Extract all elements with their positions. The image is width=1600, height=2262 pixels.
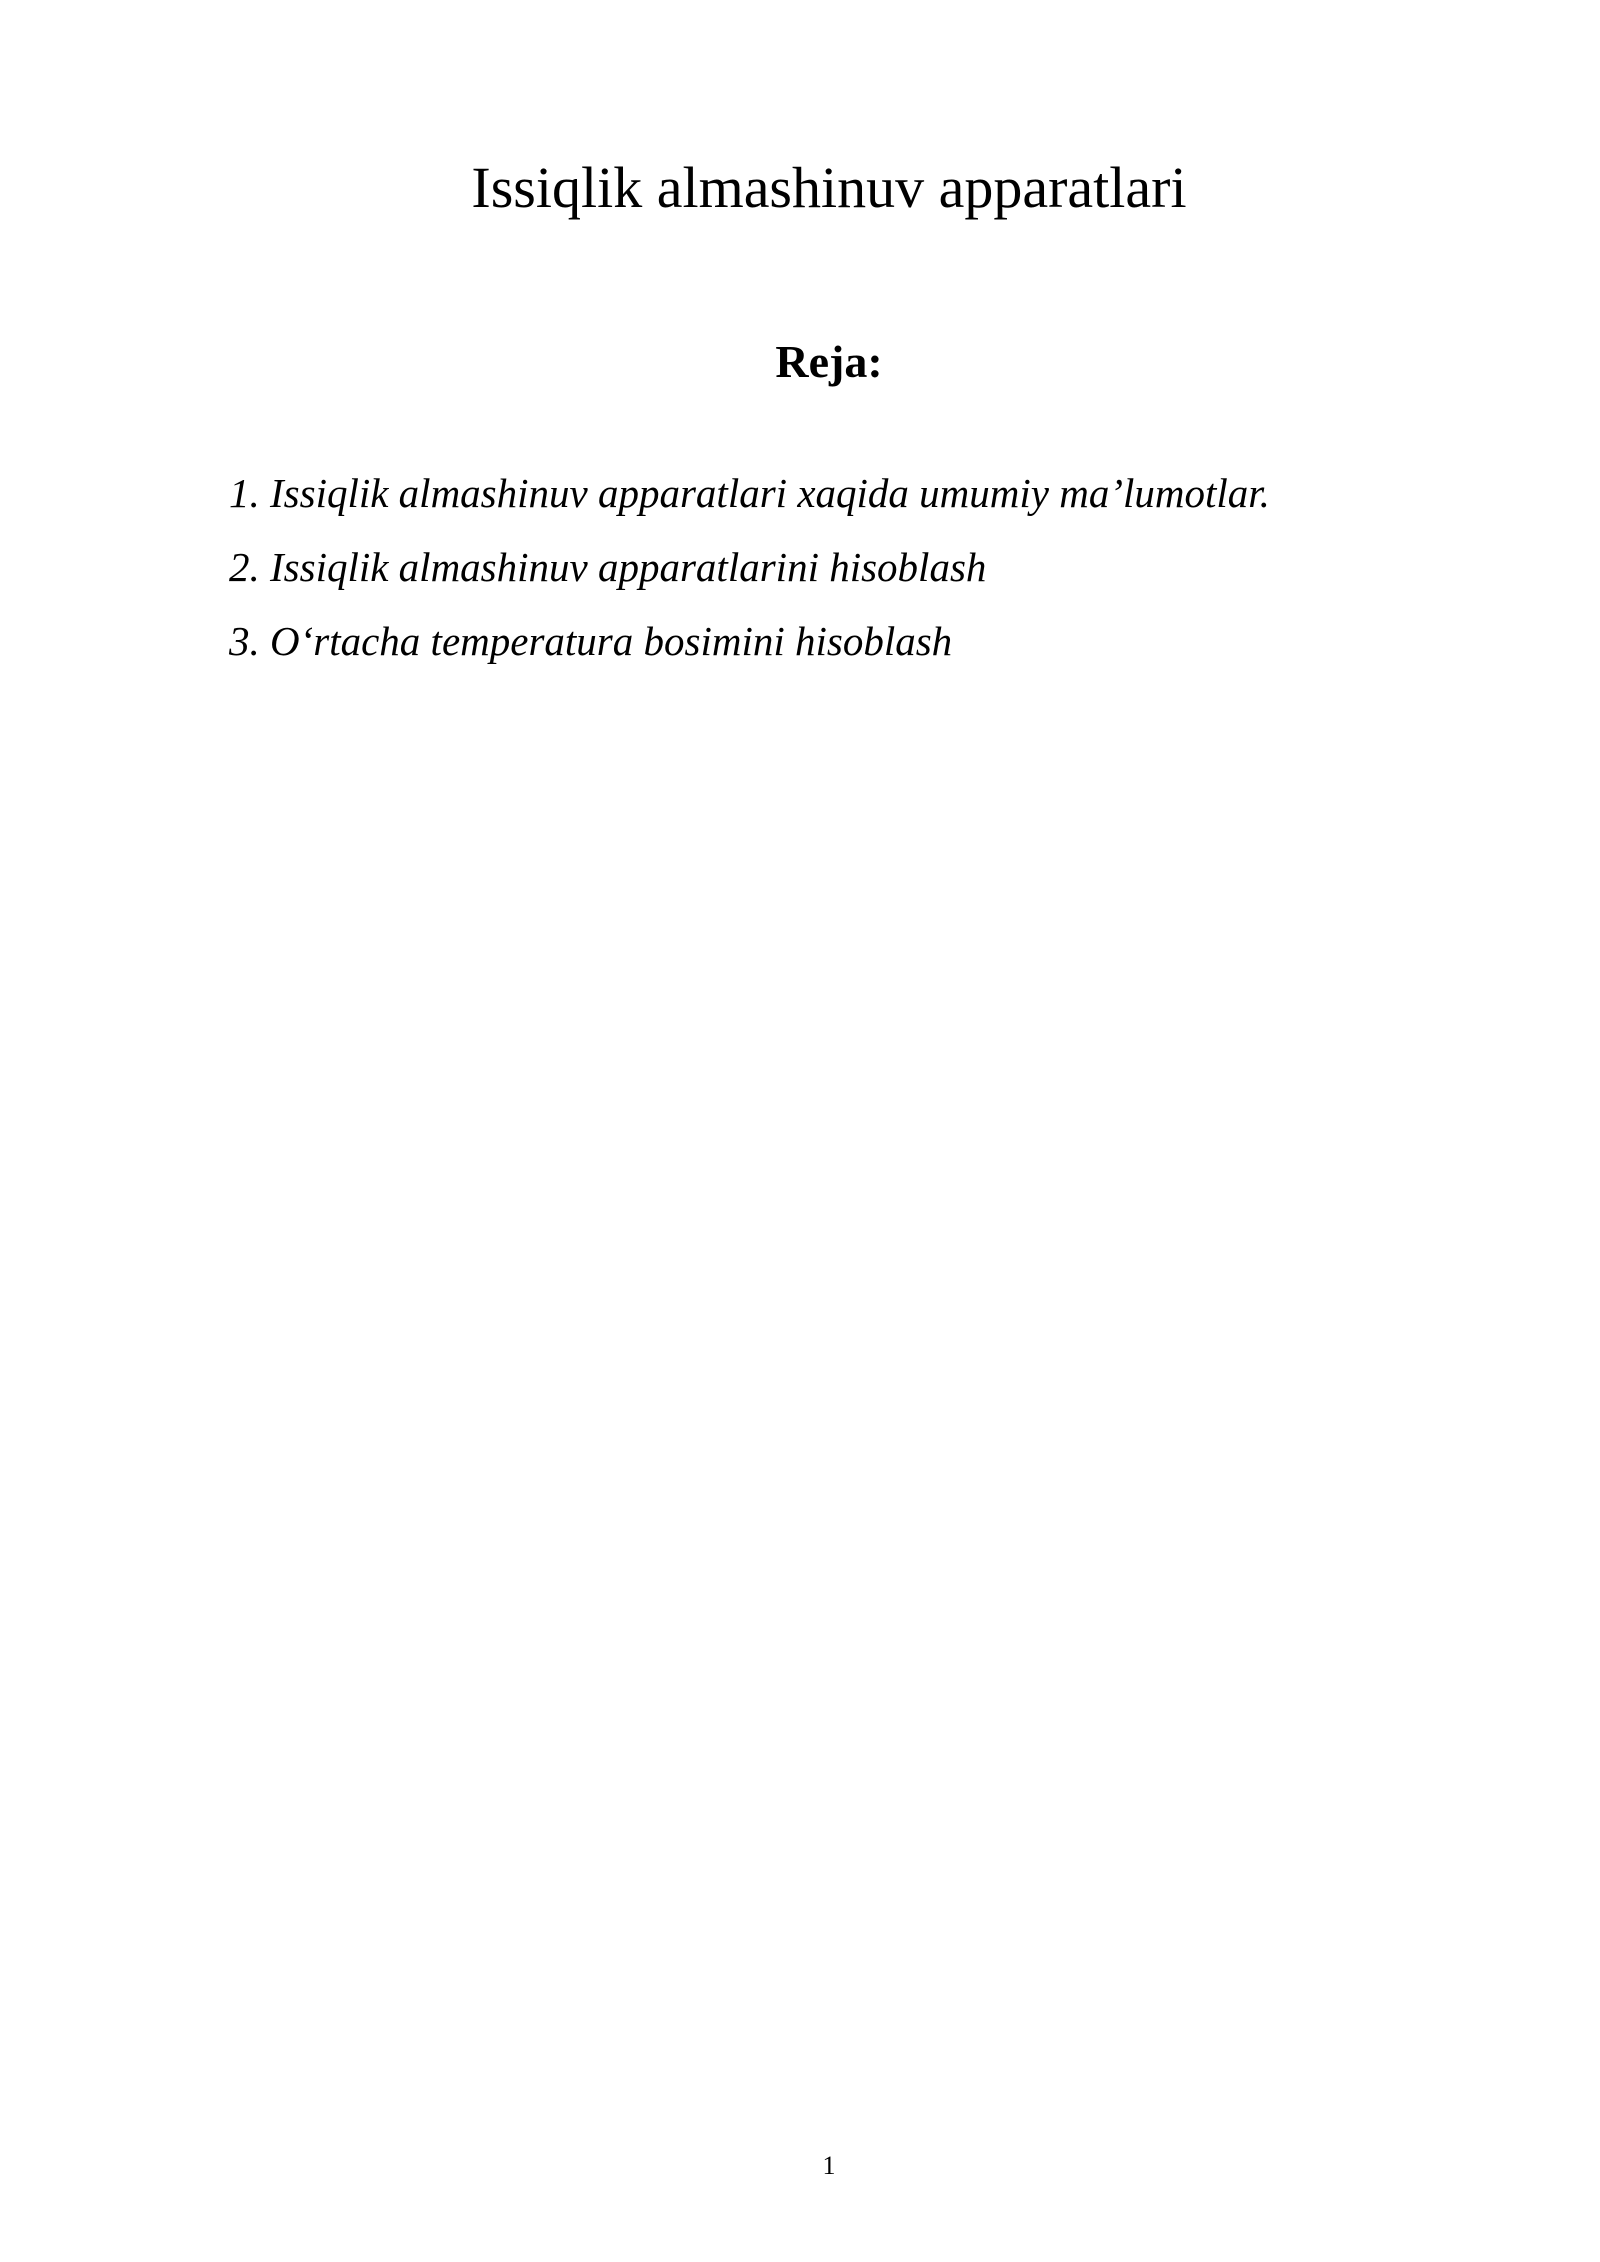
plan-item-text: O‘rtacha temperatura bosimini hisoblash	[270, 618, 953, 664]
plan-item-3	[229, 616, 1270, 666]
plan-item-2	[229, 542, 1270, 592]
plan-list	[229, 468, 1270, 690]
plan-heading: Reja:	[775, 336, 883, 387]
document-title: Issiqlik almashinuv apparatlari	[471, 155, 1187, 220]
plan-item-text: Issiqlik almashinuv apparatlarini hisoblash	[270, 544, 987, 590]
plan-item-number: 1.	[229, 470, 260, 516]
plan-item-1	[229, 468, 1270, 518]
plan-item-number: 3.	[229, 618, 260, 664]
page-number: 1	[822, 2151, 836, 2180]
plan-item-text: Issiqlik almashinuv apparatlari xaqida umumiy ma’lumotlar.	[270, 470, 1270, 516]
plan-item-number: 2.	[229, 544, 260, 590]
